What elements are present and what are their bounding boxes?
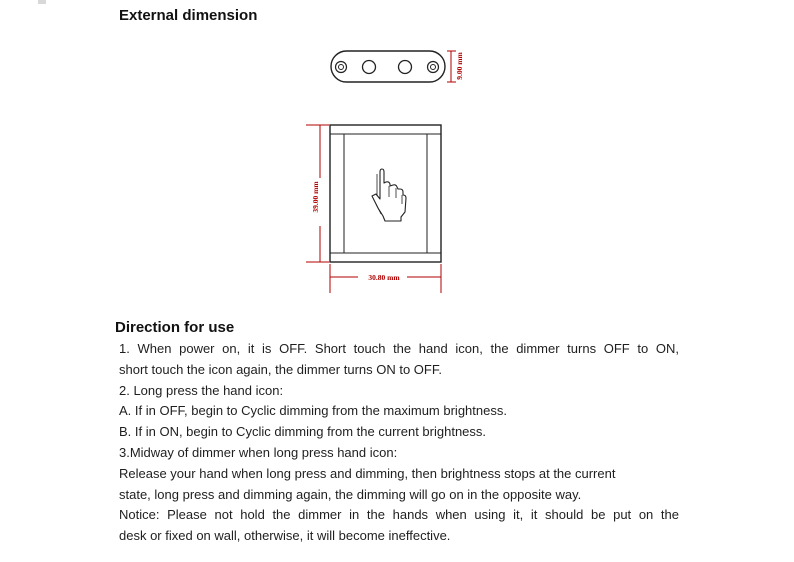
instruction-line: B. If in ON, begin to Cyclic dimming from the current brightness. <box>119 424 487 440</box>
direction-for-use-heading: Direction for use <box>115 319 235 336</box>
instruction-line: Notice: Please not hold the dimmer in the hands when using it, it should be put on the <box>119 507 679 523</box>
instruction-line: short touch the icon again, the dimmer turns ON to OFF. <box>119 361 442 377</box>
front-view <box>330 125 441 262</box>
instruction-line: 1. When power on, it is OFF. Short touch the hand icon, the dimmer turns OFF to ON, <box>119 341 679 356</box>
side-profile-view <box>331 51 445 82</box>
width-label: 30.80 mm <box>368 273 400 282</box>
instruction-line: 2. Long press the hand icon: <box>119 382 284 398</box>
instruction-line: Release your hand when long press and dimming, then brightness stops at the current <box>119 465 616 481</box>
height-label: 39.00 mm <box>311 181 320 213</box>
instruction-line: desk or fixed on wall, otherwise, it will become ineffective. <box>119 528 451 544</box>
instruction-line: 3.Midway of dimmer when long press hand icon: <box>119 444 398 460</box>
thickness-label: 9.00 mm <box>455 52 464 80</box>
instruction-line: A. If in OFF, begin to Cyclic dimming from the maximum brightness. <box>119 403 507 419</box>
instructions-text <box>119 339 679 547</box>
external-dimension-heading: External dimension <box>119 7 258 24</box>
instruction-line: state, long press and dimming again, the dimming will go on in the opposite way. <box>119 486 582 502</box>
